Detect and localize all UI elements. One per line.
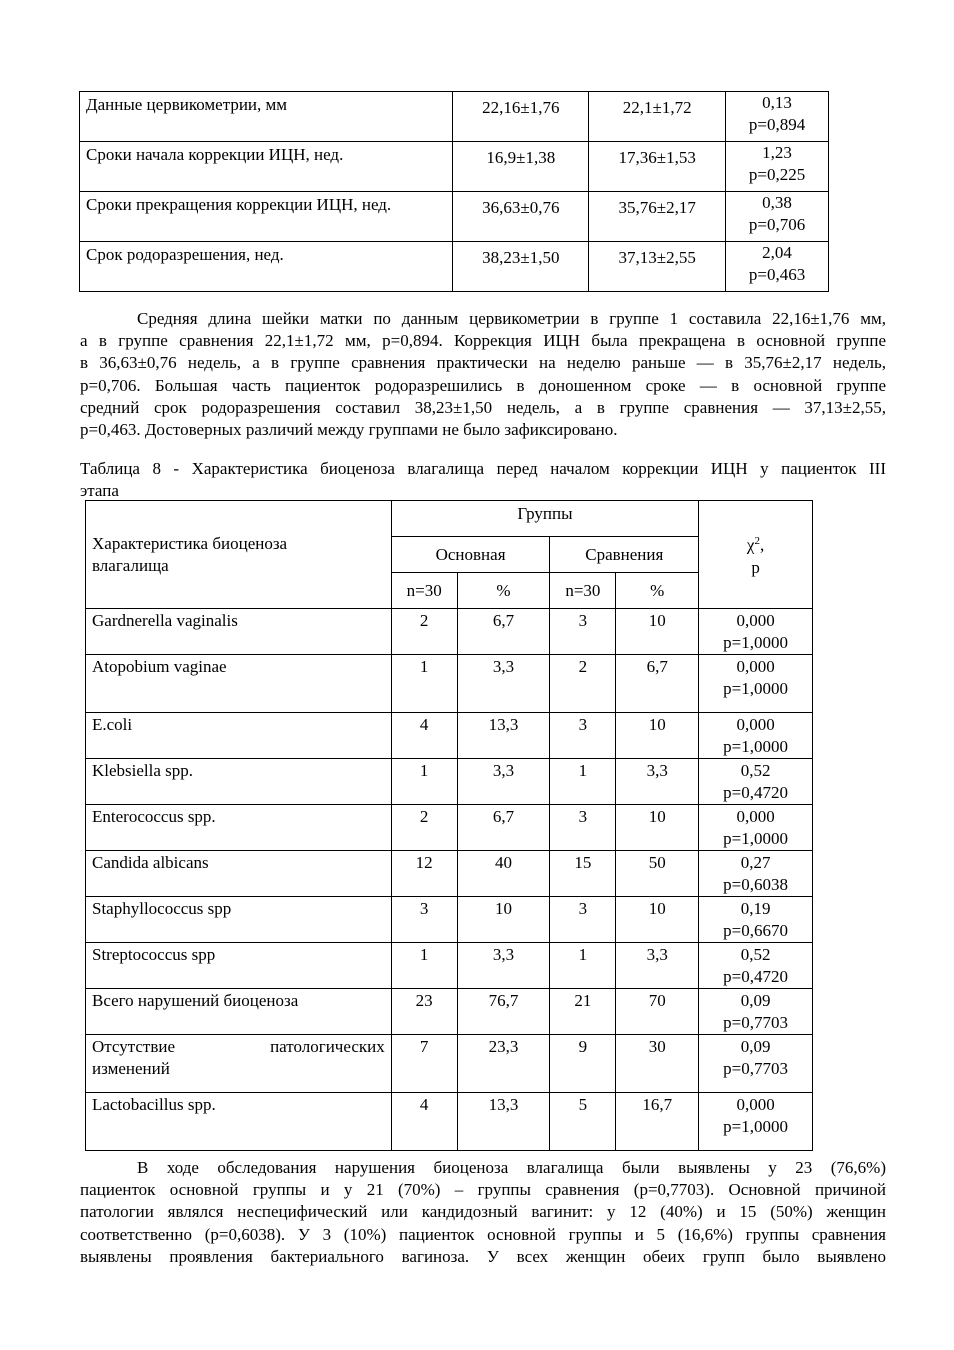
group1-value: 38,23±1,50 (453, 242, 589, 292)
pct-main: 76,7 (457, 989, 550, 1035)
table-8-caption (80, 458, 886, 502)
chi-value: 0,000 (736, 807, 775, 826)
pct-comparison: 70 (616, 989, 699, 1035)
chi-comma: , (759, 535, 765, 555)
chi-cell (699, 713, 813, 759)
pct-comparison: 6,7 (616, 655, 699, 713)
paragraph-line: а в группе сравнения 22,1±1,72 мм, р=0,894. Коррекция ИЦН была прекращена в основной группе (80, 331, 886, 351)
header-characteristic (86, 501, 392, 609)
n-main: 4 (391, 1093, 457, 1151)
pct-main: 10 (457, 897, 550, 943)
paragraph-line: р=0,706. Большая часть пациенток родоразрешились в доношенном сроке — в основной группе (80, 375, 886, 395)
n-comparison: 1 (550, 759, 616, 805)
paragraph-line: р=0,463. Достоверных различий между группами не было зафиксировано. (80, 419, 618, 439)
n-comparison: 9 (550, 1035, 616, 1093)
biocenosis-row (86, 655, 813, 713)
chi-value: 0,000 (736, 1095, 775, 1114)
biocenosis-table (85, 500, 813, 1151)
cervicometry-row (80, 142, 829, 192)
row-name (86, 989, 392, 1035)
pct-main: 6,7 (457, 805, 550, 851)
n-main: 2 (391, 805, 457, 851)
biocenosis-row (86, 943, 813, 989)
chi-cell (699, 897, 813, 943)
pct-main: 3,3 (457, 759, 550, 805)
biocenosis-row (86, 1093, 813, 1151)
row-name (86, 1035, 392, 1093)
p-value: р=1,0000 (723, 679, 788, 698)
pct-comparison: 16,7 (616, 1093, 699, 1151)
biocenosis-table-body (86, 501, 813, 1151)
pct-comparison: 10 (616, 805, 699, 851)
group1-value: 16,9±1,38 (453, 142, 589, 192)
chi-cell (699, 609, 813, 655)
stat-value: 0,38 (762, 193, 792, 212)
stat-cell (726, 242, 829, 292)
paragraph-line: Средняя длина шейки матки по данным цервикометрии в группе 1 составила 22,16±1,76 мм, (137, 309, 886, 328)
chi-cell (699, 943, 813, 989)
row-name-text: Streptococcus spp (92, 945, 216, 964)
cervicometry-row (80, 92, 829, 142)
chi-value: 0,09 (740, 991, 771, 1010)
p-value: р=1,0000 (723, 737, 788, 756)
chi-value: 0,000 (736, 715, 775, 734)
biocenosis-row (86, 851, 813, 897)
group1-value: 22,16±1,76 (453, 92, 589, 142)
p-value: р=1,0000 (723, 1117, 788, 1136)
p-value: р=0,894 (748, 115, 806, 134)
pct-main: 6,7 (457, 609, 550, 655)
chi-cell (699, 759, 813, 805)
paragraph-line: патологии являлся неспецифический или кандидозный вагинит: у 12 (40%) и 15 (50%) женщин (80, 1202, 886, 1222)
row-name-text: Lactobacillus spp. (92, 1095, 216, 1114)
row-name-text: Klebsiella spp. (92, 761, 194, 780)
p-value: р=1,0000 (723, 829, 788, 848)
n-comparison: 15 (550, 851, 616, 897)
p-value: р=0,463 (748, 265, 806, 284)
n-comparison: 3 (550, 897, 616, 943)
pct-main: 3,3 (457, 655, 550, 713)
row-name-text: Gardnerella vaginalis (92, 611, 238, 630)
biocenosis-row (86, 805, 813, 851)
chi-value: 0,52 (740, 761, 771, 780)
p-value: р=1,0000 (723, 633, 788, 652)
n-main: 23 (391, 989, 457, 1035)
p-value: р=0,4720 (723, 967, 788, 986)
p-value: р=0,7703 (723, 1059, 788, 1078)
caption-line: Таблица 8 - Характеристика биоценоза влагалища перед началом коррекции ИЦН у пациенток III (80, 459, 886, 478)
biocenosis-row (86, 897, 813, 943)
stat-cell (726, 192, 829, 242)
pct-main: 13,3 (457, 713, 550, 759)
row-name-text: Staphyllococcus spp (92, 899, 232, 918)
row-name-text: Atopobium vaginae (92, 657, 227, 676)
n-main: 1 (391, 943, 457, 989)
p-value: р=0,4720 (723, 783, 788, 802)
row-name (86, 805, 392, 851)
pct-comparison: 10 (616, 713, 699, 759)
chi-superscript: 2 (754, 535, 760, 548)
n-comparison: 1 (550, 943, 616, 989)
pct-comparison: 3,3 (616, 943, 699, 989)
row-label: Сроки начала коррекции ИЦН, нед. (80, 142, 453, 192)
p-value: р=0,706 (748, 215, 806, 234)
row-name (86, 851, 392, 897)
chi-cell (699, 655, 813, 713)
header-n-comparison: n=30 (550, 573, 616, 609)
pct-main: 3,3 (457, 943, 550, 989)
header-groups: Группы (391, 501, 698, 537)
stat-cell (726, 92, 829, 142)
biocenosis-row (86, 1035, 813, 1093)
paragraph-cervicometry-summary (80, 308, 886, 441)
row-name-text: Enterococcus spp. (92, 807, 216, 826)
header-main-group: Основная (391, 537, 550, 573)
biocenosis-row (86, 609, 813, 655)
chi-value: 0,09 (740, 1037, 771, 1056)
chi-value: 0,52 (740, 945, 771, 964)
header-pct-main: % (457, 573, 550, 609)
header-n-main: n=30 (391, 573, 457, 609)
n-main: 1 (391, 655, 457, 713)
n-main: 12 (391, 851, 457, 897)
row-name-line: изменений (92, 1059, 170, 1078)
stat-value: 0,13 (762, 93, 792, 112)
paragraph-line: средний срок родоразрешения составил 38,23±1,50 недель, а в группе сравнения — 37,13±2,55, (80, 397, 886, 417)
row-name (86, 713, 392, 759)
header-pct-comparison: % (616, 573, 699, 609)
n-comparison: 2 (550, 655, 616, 713)
p-value: р=0,225 (748, 165, 806, 184)
n-main: 4 (391, 713, 457, 759)
chi-value: 0,000 (736, 611, 775, 630)
chi-cell (699, 805, 813, 851)
p-value: р=0,6670 (723, 921, 788, 940)
p-value: р=0,7703 (723, 1013, 788, 1032)
chi-symbol: χ (746, 535, 755, 555)
chi-value: 0,27 (740, 853, 771, 872)
pct-comparison: 3,3 (616, 759, 699, 805)
pct-main: 40 (457, 851, 550, 897)
group2-value: 17,36±1,53 (589, 142, 726, 192)
cervicometry-row (80, 242, 829, 292)
stat-cell (726, 142, 829, 192)
pct-comparison: 30 (616, 1035, 699, 1093)
n-comparison: 3 (550, 805, 616, 851)
row-name-text: Candida albicans (92, 853, 209, 872)
n-comparison: 5 (550, 1093, 616, 1151)
paragraph-line: соответственно (р=0,6038). У 3 (10%) пациенток основной группы и 5 (16,6%) группы сравнения (80, 1224, 886, 1244)
cervicometry-table-body (80, 92, 829, 292)
chi-value: 0,19 (740, 899, 771, 918)
biocenosis-row (86, 989, 813, 1035)
stat-value: 1,23 (762, 143, 792, 162)
row-label: Данные цервикометрии, мм (80, 92, 453, 142)
cervicometry-row (80, 192, 829, 242)
pct-comparison: 10 (616, 897, 699, 943)
p-value: р=0,6038 (723, 875, 788, 894)
caption-line: этапа (80, 481, 119, 500)
stat-value: 2,04 (762, 243, 792, 262)
group2-value: 22,1±1,72 (589, 92, 726, 142)
n-comparison: 21 (550, 989, 616, 1035)
chi-cell (699, 989, 813, 1035)
pct-comparison: 10 (616, 609, 699, 655)
row-name (86, 609, 392, 655)
row-name-line: Отсутствие патологических (92, 1037, 385, 1056)
row-name-text: E.coli (92, 715, 133, 734)
header-comparison-group: Сравнения (550, 537, 699, 573)
cervicometry-table (79, 91, 829, 292)
group2-value: 37,13±2,55 (589, 242, 726, 292)
n-main: 3 (391, 897, 457, 943)
chi-cell (699, 851, 813, 897)
row-name-text: Всего нарушений биоценоза (92, 991, 299, 1010)
chi-cell (699, 1035, 813, 1093)
header-chi-square (699, 501, 813, 609)
chi-value: 0,000 (736, 657, 775, 676)
row-name (86, 1093, 392, 1151)
biocenosis-row (86, 759, 813, 805)
row-name (86, 655, 392, 713)
pct-main: 13,3 (457, 1093, 550, 1151)
paragraph-line: в 36,63±0,76 недель, а в группе сравнения практически на неделю раньше — в 35,76±2,17 недель, (80, 353, 886, 373)
paragraph-line: В ходе обследования нарушения биоценоза влагалища были выявлены у 23 (76,6%) (137, 1158, 886, 1177)
n-comparison: 3 (550, 713, 616, 759)
row-name (86, 759, 392, 805)
header-characteristic-text: Характеристика биоценоза влагалища (92, 533, 288, 575)
row-name (86, 897, 392, 943)
row-label: Срок родоразрешения, нед. (80, 242, 453, 292)
chi-cell (699, 1093, 813, 1151)
row-name (86, 943, 392, 989)
pct-main: 23,3 (457, 1035, 550, 1093)
p-symbol: р (751, 557, 760, 577)
group1-value: 36,63±0,76 (453, 192, 589, 242)
pct-comparison: 50 (616, 851, 699, 897)
paragraph-line: выявлены проявления бактериального вагиноза. У всех женщин обеих групп было выявлено (80, 1246, 886, 1266)
n-main: 1 (391, 759, 457, 805)
n-main: 2 (391, 609, 457, 655)
row-name-text (92, 1036, 385, 1080)
paragraph-biocenosis-summary (80, 1157, 886, 1268)
n-comparison: 3 (550, 609, 616, 655)
biocenosis-row (86, 713, 813, 759)
paragraph-line: пациенток основной группы и у 21 (70%) – группы сравнения (р=0,7703). Основной причиной (80, 1180, 886, 1200)
n-main: 7 (391, 1035, 457, 1093)
group2-value: 35,76±2,17 (589, 192, 726, 242)
row-label: Сроки прекращения коррекции ИЦН, нед. (80, 192, 453, 242)
